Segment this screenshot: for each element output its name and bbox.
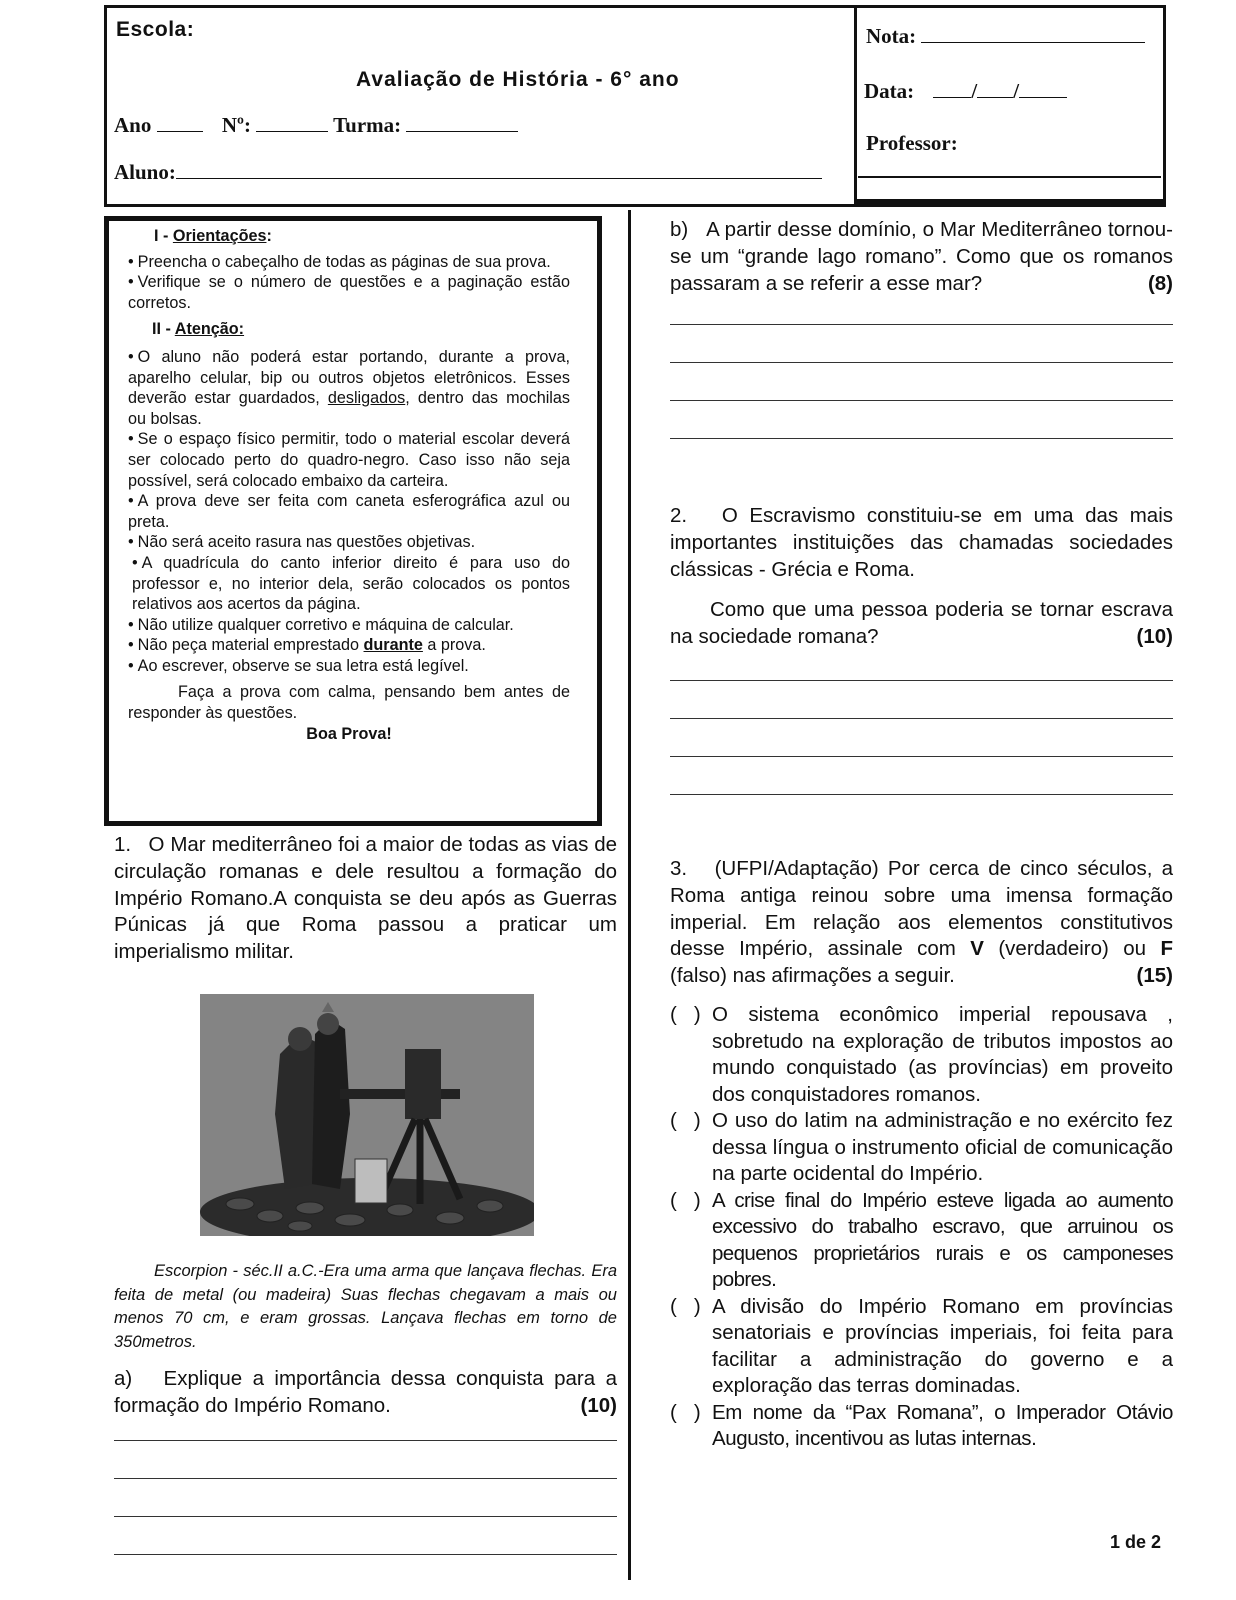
scorpion-catapult-photo <box>200 994 534 1236</box>
answer-line[interactable] <box>670 794 1173 795</box>
tf-item: ( ) O uso do latim na administração e no exército fez dessa língua o instrumento oficial de comunicação na parte ocidental do Império. <box>670 1109 1173 1185</box>
tf-checkbox[interactable]: ( ) <box>670 1400 701 1424</box>
attention-item: • Não peça material emprestado durante a prova. <box>128 635 570 656</box>
good-luck: Boa Prova! <box>306 724 392 743</box>
grade-row <box>866 24 1145 49</box>
teacher-label: Professor: <box>866 131 958 155</box>
question-1b: b) A partir desse domínio, o Mar Mediterrâneo tornou-se um “grande lago romano”. Como que os romanos passaram a se referir a esse mar? (8) <box>670 217 1173 297</box>
attention-item: • A prova deve ser feita com caneta esferográfica azul ou preta. <box>128 491 570 532</box>
date-month-field[interactable] <box>977 79 1013 98</box>
attention-item: • O aluno não poderá estar portando, durante a prova, aparelho celular, bip ou outros objetos eletrônicos. Esses deverão estar guardados, desligados, dentro das mochilas ou bolsas. <box>128 347 570 429</box>
tf-item: ( ) A crise final do Império esteve ligada ao aumento excessivo do trabalho escravo, que arruinou os pequenos proprietários rurais e os camponeses pobres. <box>670 1188 1173 1291</box>
points-2: (10) <box>1136 624 1173 648</box>
tf-checkbox[interactable]: ( ) <box>670 1109 701 1132</box>
instructions-content <box>128 226 570 744</box>
exam-title: Avaliação de História - 6° ano <box>356 68 680 91</box>
date-day-field[interactable] <box>933 79 971 98</box>
answer-line[interactable] <box>670 718 1173 719</box>
school-label: Escola: <box>116 18 195 41</box>
header-divider-bottom <box>856 199 1166 206</box>
question-2-prompt: Como que uma pessoa poderia se tornar escrava na sociedade romana? (10) <box>670 597 1173 651</box>
tf-checkbox[interactable]: ( ) <box>670 1294 701 1318</box>
header-divider <box>854 5 857 207</box>
date-row <box>864 79 1067 104</box>
number-field[interactable] <box>256 113 328 132</box>
answer-line[interactable] <box>114 1478 617 1479</box>
student-info-row <box>114 113 518 138</box>
page-number: 1 de 2 <box>1110 1532 1162 1552</box>
question-3-text: 3. (UFPI/Adaptação) Por cerca de cinco séculos, a Roma antiga reinou sobre uma imensa formação imperial. Em relação aos elementos constitutivos desse Império, assinale com V (verdadeiro) ou F (falso) nas afirmações a seguir. (15) <box>670 856 1173 990</box>
question-1-text: 1. O Mar mediterrâneo foi a maior de todas as vias de circulação romanas e dele resultou a formação do Império Romano.A conquista se deu após as Guerras Púnicas já que Roma passou a praticar um imperialismo militar. <box>114 833 617 964</box>
question-1a: a) Explique a importância dessa conquista para a formação do Império Romano. (10) <box>114 1366 617 1420</box>
tf-checkbox[interactable]: ( ) <box>670 1003 701 1026</box>
answer-line[interactable] <box>670 680 1173 681</box>
photo-illustration <box>200 994 534 1236</box>
question-2-text: 2. O Escravismo constituiu-se em uma das mais importantes instituições das chamadas sociedades clássicas - Grécia e Roma. <box>670 504 1173 581</box>
answer-line[interactable] <box>670 324 1173 325</box>
attention-item: • Não utilize qualquer corretivo e máquina de calcular. <box>128 615 570 636</box>
points-1a: (10) <box>580 1393 617 1417</box>
attention-heading: II - Atenção: <box>152 320 245 339</box>
answer-line[interactable] <box>670 362 1173 363</box>
tf-item: ( ) O sistema econômico imperial repousava , sobretudo na exploração de tributos impostos ao mundo conquistado (as províncias) em proveito dos conquistadores romanos. <box>670 1003 1173 1106</box>
tf-item: ( ) Em nome da “Pax Romana”, o Imperador Otávio Augusto, incentivou as lutas internas. <box>670 1400 1173 1450</box>
tf-item: ( ) A divisão do Império Romano em províncias senatoriais e províncias imperiais, foi feita para facilitar a administração do governo e a exploração das terras dominadas. <box>670 1294 1173 1397</box>
student-label: Aluno: <box>114 160 176 184</box>
photo-caption: Escorpion - séc.II a.C.-Era uma arma que lançava flechas. Era feita de metal (ou madeira) Suas flechas chegavam a mais ou menos 70 cm, e eram grossas. Lançava flechas em torno de 350metros. <box>114 1262 617 1351</box>
instruction-item: • Verifique se o número de questões e a paginação estão corretos. <box>128 272 570 313</box>
grade-field[interactable] <box>921 24 1145 43</box>
orientations-heading: I - Orientações: <box>154 227 272 245</box>
attention-item: • Não será aceito rasura nas questões objetivas. <box>128 532 570 553</box>
grade-label: Nota: <box>866 24 917 48</box>
date-separator: / <box>971 79 978 103</box>
date-separator: / <box>1013 79 1020 103</box>
attention-item: • A quadrícula do canto inferior direito é para uso do professor e, no interior dela, serão colocados os pontos relativos aos acertos da página. <box>128 553 570 615</box>
instruction-item: • Preencha o cabeçalho de todas as páginas de sua prova. <box>128 252 570 273</box>
answer-line[interactable] <box>114 1440 617 1441</box>
attention-item: • Se o espaço físico permitir, todo o material escolar deverá ser colocado perto do quadro-negro. Caso isso não seja possível, será colocado embaixo da carteira. <box>128 429 570 491</box>
date-year-field[interactable] <box>1019 79 1067 98</box>
student-row <box>114 160 822 185</box>
number-label: Nº: <box>221 113 251 137</box>
answer-line[interactable] <box>670 400 1173 401</box>
year-field[interactable] <box>157 113 203 132</box>
teacher-field[interactable] <box>858 176 1161 178</box>
true-false-list <box>670 1002 1173 1453</box>
column-divider <box>628 210 631 1580</box>
points-3: (15) <box>1136 964 1173 988</box>
answer-line[interactable] <box>670 756 1173 757</box>
points-1b: (8) <box>1147 271 1173 295</box>
class-label: Turma: <box>333 113 402 137</box>
closing-note: Faça a prova com calma, pensando bem antes de responder às questões. <box>128 683 570 723</box>
answer-line[interactable] <box>114 1516 617 1517</box>
date-label: Data: <box>864 79 915 103</box>
attention-item: • Ao escrever, observe se sua letra está legível. <box>128 656 570 677</box>
year-label: Ano <box>114 113 152 137</box>
student-field[interactable] <box>176 160 822 179</box>
answer-line[interactable] <box>114 1554 617 1555</box>
answer-line[interactable] <box>670 438 1173 439</box>
class-field[interactable] <box>406 113 518 132</box>
tf-checkbox[interactable]: ( ) <box>670 1188 701 1212</box>
